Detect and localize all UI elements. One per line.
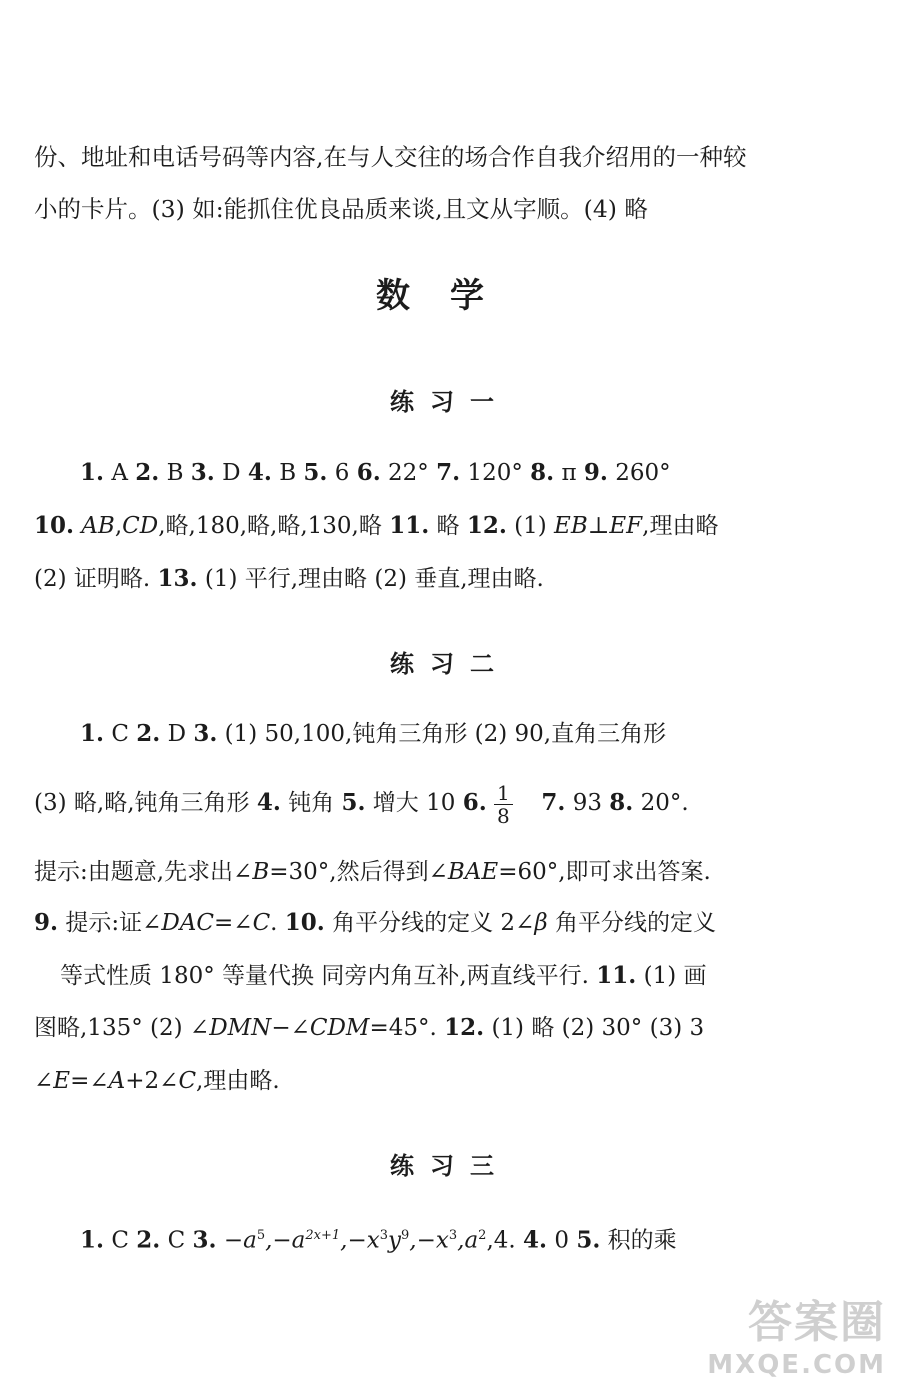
hint-text: 提示:由题意,先求出∠ [34, 859, 253, 885]
math-var: C [178, 1068, 197, 1094]
answer: ,略,180,略,略,130,略 [158, 513, 390, 539]
q-num: 3. [192, 1226, 217, 1254]
q-num: 2. [136, 720, 161, 747]
s2-line-5 [60, 961, 707, 991]
answer: 角平分线的定义 [547, 910, 716, 936]
q-num: 3. [190, 459, 215, 486]
answer: , [114, 513, 123, 539]
math-expr: ,−x [409, 1227, 449, 1254]
q-num: 5. [576, 1226, 601, 1254]
math-expr: ,a [457, 1227, 479, 1254]
s2-line-7 [34, 1066, 280, 1096]
answer: 略 [429, 513, 467, 539]
chinese-tail-line-1: 份、地址和电话号码等内容,在与人交往的场合作自我介绍用的一种较 [34, 143, 747, 171]
math-var: EF [609, 513, 643, 539]
answer: (1) [506, 513, 555, 539]
answer: =45°. [369, 1015, 445, 1041]
q-num: 6. [356, 459, 381, 486]
math-expr: ,−a [265, 1227, 306, 1254]
exponent: 2 [478, 1228, 487, 1243]
s2-line-2 [34, 780, 689, 827]
answer: 20°. [633, 790, 689, 816]
q-num: 7. [541, 789, 566, 816]
answer: C [104, 1227, 137, 1254]
q-num: 5. [303, 459, 328, 486]
q-num: 2. [136, 1226, 161, 1254]
answer: π [554, 460, 584, 486]
hint-text: =30°,然后得到∠ [269, 859, 448, 885]
answer: 120° [460, 460, 531, 486]
q-num: 4. [247, 459, 272, 486]
q-num: 10. [34, 512, 75, 539]
answer: B [159, 460, 191, 486]
math-expr: y [388, 1227, 402, 1254]
exponent: 9 [401, 1228, 410, 1243]
answer: 等式性质 180° 等量代换 同旁内角互补,两直线平行. [60, 963, 597, 989]
answer: 260° [607, 460, 671, 486]
answer: D [214, 460, 248, 486]
math-var: CDM [309, 1015, 370, 1041]
perp-symbol: ⊥ [587, 513, 610, 539]
answer: ,理由略. [196, 1068, 280, 1094]
hint-text: =∠ [214, 910, 253, 936]
section-title-2: 练习二 [390, 649, 510, 678]
s3-line-1 [80, 1221, 677, 1256]
answer: (1) 平行,理由略 (2) 垂直,理由略. [197, 566, 544, 592]
math-var: EB [554, 513, 588, 539]
answer: +2∠ [125, 1068, 179, 1094]
section-title-3: 练习三 [390, 1151, 510, 1180]
math-var: BAE [447, 859, 499, 885]
answer: 93 [565, 790, 610, 816]
hint-text: =60°,即可求出答案. [498, 859, 711, 885]
answer: −∠ [271, 1015, 310, 1041]
math-var: β [534, 910, 548, 936]
s2-line-6 [34, 1013, 704, 1043]
q-num: 8. [609, 789, 634, 816]
s1-line-2 [34, 511, 718, 541]
fraction-numerator: 1 [494, 782, 513, 805]
watermark-url: MXQE.COM [707, 1350, 886, 1380]
hint-text: 提示:证∠ [58, 910, 162, 936]
q-num: 9. [583, 459, 608, 486]
q-num: 2. [135, 459, 160, 486]
q-num: 12. [444, 1014, 485, 1041]
answer: ∠ [34, 1068, 54, 1094]
s1-line-1 [80, 458, 671, 488]
answer: A [104, 460, 136, 486]
answer: ,理由略 [642, 513, 719, 539]
answer: (1) 略 (2) 30° (3) 3 [484, 1015, 705, 1041]
answer: 增大 10 [365, 790, 463, 816]
answer: (1) 50,100,钝角三角形 (2) 90,直角三角形 [217, 721, 667, 747]
math-var: AB [74, 513, 115, 539]
math-var: A [108, 1068, 126, 1094]
math-var: B [252, 859, 270, 885]
s1-line-3 [34, 564, 544, 594]
answer: B [271, 460, 304, 486]
answer: C [160, 1227, 193, 1254]
s2-line-3 [34, 857, 711, 887]
q-num: 10. [284, 909, 325, 936]
math-var: CD [122, 513, 159, 539]
math-var: C [252, 910, 271, 936]
q-num: 13. [157, 565, 198, 592]
exponent: 3 [448, 1228, 458, 1243]
watermark-logo-text: 答案圈 [748, 1297, 886, 1348]
chinese-tail-line-2: 小的卡片。(3) 如:能抓住优良品质来谈,且文从字顺。(4) 略 [34, 195, 648, 223]
answer: D [160, 721, 194, 747]
q-num: 3. [193, 720, 218, 747]
math-var: DAC [161, 910, 215, 936]
exponent: 2x+1 [305, 1228, 341, 1243]
q-num: 4. [256, 789, 281, 816]
fraction-denominator: 8 [497, 803, 510, 828]
q-num: 7. [436, 459, 461, 486]
section-title-1: 练习一 [390, 387, 510, 416]
site-watermark [707, 1286, 886, 1380]
answer: 图略,135° (2) ∠ [34, 1015, 210, 1041]
math-var: DMN [209, 1015, 272, 1041]
exponent: 5 [256, 1228, 266, 1243]
exponent: 3 [379, 1228, 389, 1243]
math-title: 数学 [376, 276, 524, 316]
q-num: 1. [80, 1226, 105, 1254]
q-num: 5. [341, 789, 366, 816]
q-num: 1. [80, 720, 105, 747]
math-var: E [53, 1068, 71, 1094]
q-num: 6. [462, 789, 487, 816]
fraction-one-eighth [494, 782, 513, 827]
q-num: 9. [34, 909, 59, 936]
hint-text: . [270, 910, 285, 936]
answer: 钝角 [280, 790, 342, 816]
answer: 0 [547, 1227, 577, 1254]
answer: =∠ [70, 1068, 109, 1094]
q-num: 8. [530, 459, 555, 486]
q-num: 11. [389, 512, 430, 539]
q-num: 11. [596, 962, 637, 989]
math-expr: ,−x [340, 1227, 380, 1254]
s2-line-4 [34, 908, 716, 938]
answer: C [104, 721, 137, 747]
answer: (1) 画 [636, 963, 707, 989]
answer: ,4. [486, 1227, 524, 1254]
q-num: 12. [466, 512, 507, 539]
answer: 22° [380, 460, 437, 486]
q-num: 4. [523, 1226, 548, 1254]
answer: 6 [327, 460, 357, 486]
answer: 积的乘 [600, 1227, 677, 1254]
s2-line-1 [80, 719, 666, 749]
math-expr: −a [216, 1227, 257, 1254]
answer: (2) 证明略. [34, 566, 158, 592]
q-num: 1. [80, 459, 105, 486]
answer: 角平分线的定义 2∠ [324, 910, 535, 936]
answer: (3) 略,略,钝角三角形 [34, 790, 257, 816]
